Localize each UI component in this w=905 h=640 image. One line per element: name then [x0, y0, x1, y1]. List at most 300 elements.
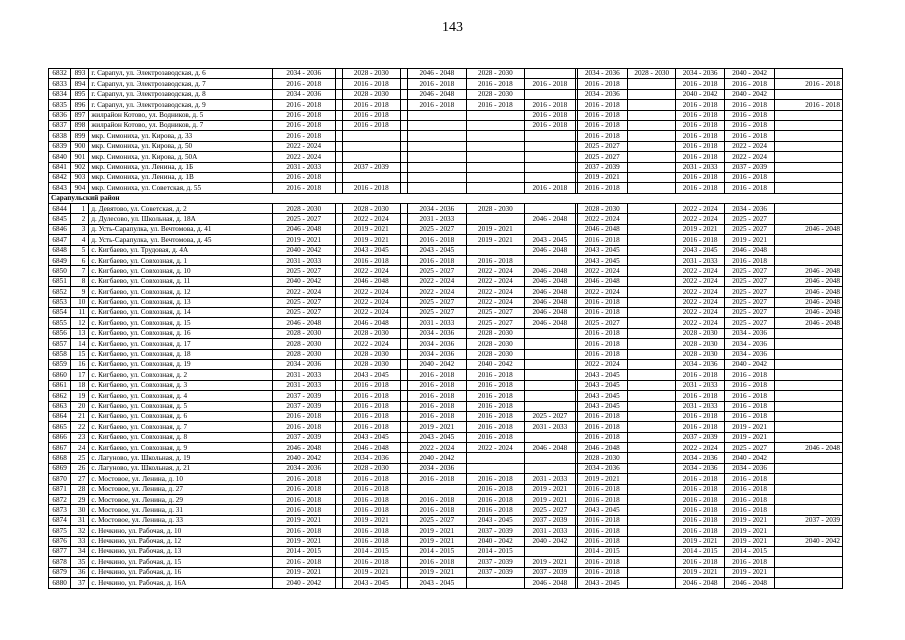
period-cell	[628, 495, 676, 505]
period-cell: 2014 - 2015	[676, 546, 724, 556]
period-cell	[401, 224, 408, 234]
table-row	[49, 266, 843, 276]
period-cell	[628, 391, 676, 401]
period-cell	[335, 162, 342, 172]
address-cell: с. Нечкино, ул. Рабочая, д. 10	[89, 526, 273, 536]
period-cell: 2025 - 2027	[724, 297, 774, 307]
period-cell: 2040 - 2042	[775, 536, 843, 546]
period-cell: 2037 - 2039	[272, 401, 335, 411]
period-cell	[628, 307, 676, 317]
period-cell: 2022 - 2024	[577, 359, 627, 369]
row-number-cell: 6842	[49, 172, 71, 182]
row-index-cell: 21	[71, 411, 89, 421]
row-number-cell: 6832	[49, 69, 71, 79]
section-title: Сарапульский район	[49, 193, 843, 203]
period-cell: 2025 - 2027	[724, 214, 774, 224]
address-cell: с. Кигбаево, ул. Совхозная, д. 13	[89, 297, 273, 307]
address-cell: с. Нечкино, ул. Рабочая, д. 13	[89, 546, 273, 556]
period-cell: 2016 - 2018	[577, 79, 627, 89]
period-cell: 2016 - 2018	[577, 349, 627, 359]
period-cell: 2028 - 2030	[272, 339, 335, 349]
period-cell: 2019 - 2021	[408, 422, 467, 432]
period-cell	[775, 401, 843, 411]
period-cell: 2016 - 2018	[342, 536, 401, 546]
period-cell: 2046 - 2048	[775, 318, 843, 328]
period-cell	[335, 391, 342, 401]
period-cell	[628, 204, 676, 214]
period-cell	[335, 89, 342, 99]
period-cell	[335, 536, 342, 546]
table-row	[49, 546, 843, 556]
row-number-cell: 6849	[49, 256, 71, 266]
period-cell: 2016 - 2018	[466, 484, 525, 494]
period-cell: 2016 - 2018	[408, 256, 467, 266]
address-cell: с. Лагуново, ул. Школьная, д. 21	[89, 463, 273, 473]
row-index-cell: 16	[71, 359, 89, 369]
table-row	[49, 339, 843, 349]
period-cell	[401, 266, 408, 276]
row-index-cell: 22	[71, 422, 89, 432]
row-number-cell: 6848	[49, 245, 71, 255]
period-cell: 2016 - 2018	[342, 505, 401, 515]
period-cell: 2040 - 2042	[272, 276, 335, 286]
period-cell: 2037 - 2039	[466, 567, 525, 577]
period-cell: 2034 - 2036	[724, 349, 774, 359]
period-cell	[335, 567, 342, 577]
period-cell	[525, 69, 575, 79]
period-cell	[775, 69, 843, 79]
table-row	[49, 172, 843, 182]
period-cell	[628, 578, 676, 588]
period-cell	[335, 463, 342, 473]
period-cell	[401, 578, 408, 588]
period-cell	[775, 484, 843, 494]
period-cell	[342, 141, 401, 151]
row-index-cell: 34	[71, 546, 89, 556]
row-number-cell: 6879	[49, 567, 71, 577]
period-cell: 2016 - 2018	[272, 484, 335, 494]
period-cell: 2019 - 2021	[342, 235, 401, 245]
period-cell	[401, 256, 408, 266]
period-cell: 2025 - 2027	[724, 287, 774, 297]
address-cell: с. Кигбаево, ул. Совхозная, д. 6	[89, 411, 273, 421]
period-cell: 2022 - 2024	[676, 318, 724, 328]
period-cell	[401, 546, 408, 556]
period-cell: 2025 - 2027	[408, 515, 467, 525]
row-index-cell: 14	[71, 339, 89, 349]
table-body-city	[49, 69, 843, 194]
period-cell: 2022 - 2024	[466, 297, 525, 307]
period-cell: 2046 - 2048	[525, 276, 575, 286]
section-header-row	[49, 193, 843, 203]
period-cell: 2046 - 2048	[577, 224, 627, 234]
period-cell: 2043 - 2045	[342, 578, 401, 588]
table-row	[49, 245, 843, 255]
period-cell	[401, 162, 408, 172]
table-row	[49, 453, 843, 463]
period-cell: 2022 - 2024	[272, 287, 335, 297]
table-row	[49, 495, 843, 505]
period-cell	[628, 536, 676, 546]
row-index-cell: 36	[71, 567, 89, 577]
period-cell	[335, 287, 342, 297]
period-cell: 2016 - 2018	[466, 505, 525, 515]
period-cell	[401, 131, 408, 141]
period-cell	[775, 339, 843, 349]
period-cell: 2016 - 2018	[272, 110, 335, 120]
row-number-cell: 6865	[49, 422, 71, 432]
period-cell: 2016 - 2018	[577, 235, 627, 245]
row-number-cell: 6878	[49, 557, 71, 567]
table-row	[49, 131, 843, 141]
period-cell	[628, 328, 676, 338]
period-cell: 2022 - 2024	[408, 276, 467, 286]
period-cell	[628, 526, 676, 536]
period-cell	[775, 172, 843, 182]
period-cell: 2016 - 2018	[408, 79, 467, 89]
period-cell: 2025 - 2027	[408, 266, 467, 276]
address-cell: с. Кигбаево, ул. Совхозная, д. 8	[89, 432, 273, 442]
address-cell: с. Кигбаево, ул. Совхозная, д. 9	[89, 443, 273, 453]
address-cell: г. Сарапул, ул. Электрозаводская, д. 9	[89, 100, 273, 110]
period-cell: 2031 - 2033	[408, 214, 467, 224]
period-cell	[628, 131, 676, 141]
period-cell: 2022 - 2024	[342, 287, 401, 297]
period-cell: 2014 - 2015	[272, 546, 335, 556]
period-cell: 2025 - 2027	[408, 224, 467, 234]
period-cell: 2016 - 2018	[577, 339, 627, 349]
period-cell	[628, 120, 676, 130]
period-cell: 2040 - 2042	[724, 89, 774, 99]
period-cell: 2022 - 2024	[342, 297, 401, 307]
table-row	[49, 578, 843, 588]
period-cell	[628, 183, 676, 193]
period-cell	[525, 401, 575, 411]
period-cell: 2028 - 2030	[676, 339, 724, 349]
period-cell	[525, 546, 575, 556]
period-cell	[466, 141, 525, 151]
period-cell	[628, 422, 676, 432]
page-number: 143	[442, 20, 463, 35]
period-cell: 2037 - 2039	[342, 162, 401, 172]
period-cell: 2022 - 2024	[724, 141, 774, 151]
table-row	[49, 505, 843, 515]
period-cell	[466, 131, 525, 141]
period-cell: 2046 - 2048	[272, 443, 335, 453]
period-cell	[525, 391, 575, 401]
period-cell: 2016 - 2018	[272, 422, 335, 432]
period-cell: 2046 - 2048	[676, 578, 724, 588]
address-cell: г. Сарапул, ул. Электрозаводская, д. 8	[89, 89, 273, 99]
period-cell	[335, 69, 342, 79]
period-cell: 2016 - 2018	[577, 557, 627, 567]
period-cell	[628, 245, 676, 255]
period-cell: 2019 - 2021	[676, 536, 724, 546]
period-cell	[628, 235, 676, 245]
period-cell: 2022 - 2024	[466, 266, 525, 276]
period-cell	[335, 557, 342, 567]
period-cell: 2046 - 2048	[775, 307, 843, 317]
period-cell: 2022 - 2024	[342, 266, 401, 276]
period-cell	[335, 328, 342, 338]
row-index-cell: 894	[71, 79, 89, 89]
period-cell: 2043 - 2045	[342, 245, 401, 255]
row-index-cell: 3	[71, 224, 89, 234]
period-cell	[466, 120, 525, 130]
period-cell: 2016 - 2018	[676, 141, 724, 151]
period-cell	[401, 505, 408, 515]
row-index-cell: 27	[71, 474, 89, 484]
period-cell	[335, 245, 342, 255]
period-cell: 2046 - 2048	[724, 578, 774, 588]
table-row	[49, 536, 843, 546]
table-row	[49, 235, 843, 245]
period-cell: 2016 - 2018	[577, 536, 627, 546]
row-index-cell: 1	[71, 204, 89, 214]
period-cell: 2016 - 2018	[272, 79, 335, 89]
period-cell: 2016 - 2018	[408, 505, 467, 515]
period-cell: 2016 - 2018	[775, 100, 843, 110]
row-index-cell: 6	[71, 256, 89, 266]
period-cell: 2016 - 2018	[342, 401, 401, 411]
row-number-cell: 6867	[49, 443, 71, 453]
row-index-cell: 17	[71, 370, 89, 380]
period-cell	[525, 463, 575, 473]
period-cell	[408, 152, 467, 162]
period-cell	[335, 183, 342, 193]
period-cell: 2016 - 2018	[577, 411, 627, 421]
address-cell: с. Мостовое, ул. Ленина, д. 10	[89, 474, 273, 484]
period-cell	[401, 495, 408, 505]
period-cell: 2016 - 2018	[676, 422, 724, 432]
table-row	[49, 256, 843, 266]
period-cell	[628, 141, 676, 151]
period-cell: 2016 - 2018	[577, 110, 627, 120]
period-cell: 2016 - 2018	[577, 120, 627, 130]
period-cell: 2028 - 2030	[466, 349, 525, 359]
row-index-cell: 895	[71, 89, 89, 99]
period-cell	[775, 567, 843, 577]
row-number-cell: 6853	[49, 297, 71, 307]
period-cell	[775, 328, 843, 338]
period-cell	[408, 162, 467, 172]
period-cell: 2025 - 2027	[466, 318, 525, 328]
period-cell: 2046 - 2048	[724, 245, 774, 255]
address-cell: с. Кигбаево, ул. Совхозная, д. 3	[89, 380, 273, 390]
period-cell	[401, 484, 408, 494]
period-cell: 2016 - 2018	[676, 495, 724, 505]
period-cell: 2016 - 2018	[676, 152, 724, 162]
address-cell: мкр. Симониха, ул. Ленина, д. 1В	[89, 172, 273, 182]
period-cell: 2016 - 2018	[577, 515, 627, 525]
period-cell: 2028 - 2030	[342, 463, 401, 473]
period-cell: 2043 - 2045	[525, 235, 575, 245]
period-cell	[628, 505, 676, 515]
period-cell: 2034 - 2036	[724, 204, 774, 214]
period-cell: 2016 - 2018	[724, 131, 774, 141]
row-index-cell: 893	[71, 69, 89, 79]
table-row	[49, 443, 843, 453]
period-cell: 2028 - 2030	[342, 328, 401, 338]
period-cell: 2040 - 2042	[466, 359, 525, 369]
period-cell: 2016 - 2018	[466, 256, 525, 266]
period-cell: 2016 - 2018	[577, 328, 627, 338]
address-cell: мкр. Симониха, ул. Ленина, д. 1Б	[89, 162, 273, 172]
period-cell	[401, 536, 408, 546]
row-number-cell: 6877	[49, 546, 71, 556]
row-number-cell: 6860	[49, 370, 71, 380]
period-cell: 2016 - 2018	[272, 100, 335, 110]
period-cell: 2019 - 2021	[272, 536, 335, 546]
period-cell	[775, 463, 843, 473]
row-index-cell: 25	[71, 453, 89, 463]
period-cell	[335, 526, 342, 536]
period-cell	[401, 214, 408, 224]
period-cell: 2025 - 2027	[525, 411, 575, 421]
period-cell	[335, 546, 342, 556]
period-cell: 2016 - 2018	[272, 120, 335, 130]
period-cell: 2019 - 2021	[272, 235, 335, 245]
period-cell	[408, 172, 467, 182]
period-cell: 2014 - 2015	[466, 546, 525, 556]
period-cell: 2016 - 2018	[408, 100, 467, 110]
period-cell	[525, 380, 575, 390]
row-index-cell: 900	[71, 141, 89, 151]
period-cell	[628, 287, 676, 297]
period-cell: 2028 - 2030	[466, 339, 525, 349]
period-cell: 2016 - 2018	[466, 422, 525, 432]
period-cell: 2016 - 2018	[724, 391, 774, 401]
period-cell: 2016 - 2018	[724, 256, 774, 266]
period-cell: 2034 - 2036	[577, 463, 627, 473]
period-cell: 2031 - 2033	[525, 422, 575, 432]
period-cell	[525, 370, 575, 380]
period-cell	[401, 411, 408, 421]
period-cell	[628, 546, 676, 556]
row-index-cell: 904	[71, 183, 89, 193]
table-row	[49, 110, 843, 120]
period-cell	[775, 183, 843, 193]
period-cell	[466, 463, 525, 473]
row-number-cell: 6851	[49, 276, 71, 286]
row-number-cell: 6844	[49, 204, 71, 214]
period-cell	[335, 120, 342, 130]
row-number-cell: 6873	[49, 505, 71, 515]
address-cell: мкр. Симониха, ул. Советская, д. 55	[89, 183, 273, 193]
row-index-cell: 5	[71, 245, 89, 255]
period-cell: 2019 - 2021	[342, 515, 401, 525]
period-cell: 2043 - 2045	[577, 380, 627, 390]
address-cell: с. Нечкино, ул. Рабочая, д. 15	[89, 557, 273, 567]
period-cell: 2016 - 2018	[724, 495, 774, 505]
period-cell	[628, 266, 676, 276]
period-cell: 2016 - 2018	[577, 567, 627, 577]
period-cell	[401, 526, 408, 536]
period-cell: 2025 - 2027	[724, 307, 774, 317]
period-cell	[401, 349, 408, 359]
period-cell: 2016 - 2018	[724, 370, 774, 380]
period-cell: 2016 - 2018	[466, 474, 525, 484]
period-cell	[775, 152, 843, 162]
period-cell: 2037 - 2039	[525, 515, 575, 525]
period-cell	[401, 307, 408, 317]
period-cell: 2019 - 2021	[272, 567, 335, 577]
period-cell: 2016 - 2018	[272, 495, 335, 505]
period-cell: 2025 - 2027	[724, 266, 774, 276]
row-index-cell: 24	[71, 443, 89, 453]
address-cell: с. Нечкино, ул. Рабочая, д. 16	[89, 567, 273, 577]
period-cell	[525, 359, 575, 369]
period-cell: 2016 - 2018	[724, 401, 774, 411]
row-number-cell: 6856	[49, 328, 71, 338]
period-cell: 2043 - 2045	[577, 578, 627, 588]
period-cell	[335, 131, 342, 141]
period-cell	[335, 505, 342, 515]
row-index-cell: 18	[71, 380, 89, 390]
period-cell: 2046 - 2048	[775, 443, 843, 453]
period-cell	[775, 432, 843, 442]
row-index-cell: 903	[71, 172, 89, 182]
period-cell: 2046 - 2048	[775, 276, 843, 286]
period-cell	[335, 214, 342, 224]
period-cell: 2016 - 2018	[342, 380, 401, 390]
period-cell: 2016 - 2018	[272, 474, 335, 484]
row-number-cell: 6857	[49, 339, 71, 349]
period-cell: 2025 - 2027	[724, 443, 774, 453]
period-cell	[775, 256, 843, 266]
period-cell: 2016 - 2018	[577, 307, 627, 317]
row-number-cell: 6874	[49, 515, 71, 525]
period-cell: 2019 - 2021	[724, 422, 774, 432]
period-cell: 2016 - 2018	[676, 484, 724, 494]
period-cell	[628, 100, 676, 110]
period-cell: 2034 - 2036	[676, 453, 724, 463]
period-cell	[335, 297, 342, 307]
period-cell: 2031 - 2033	[676, 256, 724, 266]
period-cell	[628, 515, 676, 525]
period-cell: 2028 - 2030	[342, 89, 401, 99]
period-cell: 2025 - 2027	[724, 318, 774, 328]
period-cell: 2043 - 2045	[577, 505, 627, 515]
period-cell: 2028 - 2030	[272, 328, 335, 338]
period-cell: 2022 - 2024	[676, 204, 724, 214]
period-cell: 2016 - 2018	[408, 380, 467, 390]
period-cell: 2019 - 2021	[676, 224, 724, 234]
table-row	[49, 359, 843, 369]
period-cell: 2016 - 2018	[577, 183, 627, 193]
period-cell	[525, 432, 575, 442]
period-cell: 2046 - 2048	[525, 578, 575, 588]
table-row	[49, 422, 843, 432]
period-cell: 2016 - 2018	[676, 110, 724, 120]
period-cell: 2019 - 2021	[525, 557, 575, 567]
period-cell	[401, 276, 408, 286]
period-cell: 2016 - 2018	[342, 411, 401, 421]
address-cell: с. Кигбаево, ул. Совхозная, д. 18	[89, 349, 273, 359]
period-cell: 2031 - 2033	[676, 162, 724, 172]
period-cell	[335, 141, 342, 151]
period-cell: 2016 - 2018	[272, 183, 335, 193]
table-row	[49, 370, 843, 380]
period-cell: 2034 - 2036	[408, 204, 467, 214]
period-cell: 2034 - 2036	[408, 463, 467, 473]
period-cell	[335, 380, 342, 390]
period-cell: 2019 - 2021	[577, 474, 627, 484]
period-cell: 2016 - 2018	[676, 391, 724, 401]
period-cell	[335, 79, 342, 89]
row-number-cell: 6872	[49, 495, 71, 505]
period-cell	[335, 318, 342, 328]
